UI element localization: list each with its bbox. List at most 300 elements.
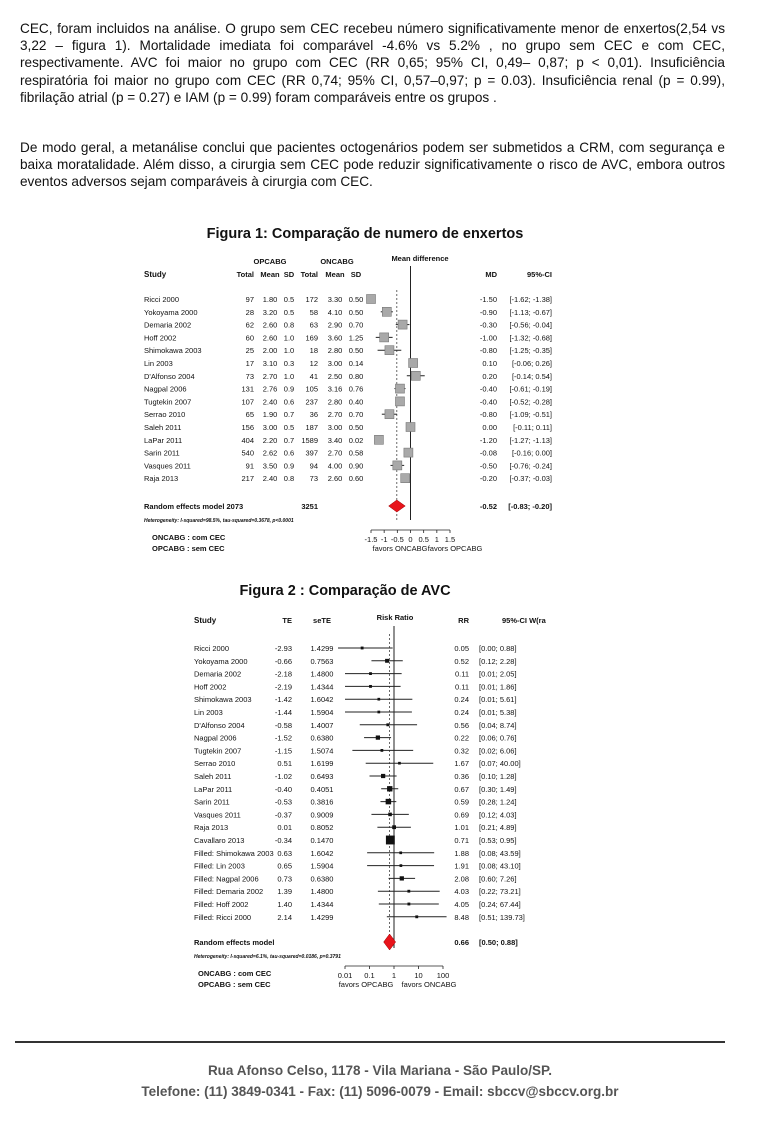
fig1-total-2: 397: [305, 448, 318, 458]
fig2-te-value: -0.58: [274, 720, 292, 730]
fig2-te-value: 0.01: [277, 823, 292, 833]
fig1-total-1: 60: [245, 333, 254, 343]
fig2-sete-value: 0.6380: [310, 874, 334, 884]
fig1-ci-value: [-1.09; -0.51]: [509, 410, 552, 420]
fig1-sd-1: 0.5: [283, 295, 295, 304]
fig2-sete-value: 1.4344: [310, 900, 334, 909]
fig2-study-box: [380, 749, 383, 752]
fig1-summary-md: -0.52: [479, 502, 497, 511]
fig2-rr-value: 4.05: [454, 900, 469, 909]
fig2-study-box: [400, 864, 403, 867]
fig2-study-box: [385, 659, 389, 663]
fig1-header-mean-1: Mean: [260, 270, 280, 279]
fig1-header-mean-2: Mean: [325, 270, 345, 279]
fig1-sd-1: 1.0: [283, 346, 295, 356]
fig2-study-label: Raja 2013: [194, 823, 229, 833]
fig2-x-tick-label: 1: [391, 971, 397, 980]
fig2-study-label: Lin 2003: [194, 708, 223, 717]
fig2-study-label: Hoff 2002: [194, 682, 227, 692]
fig1-md-value: -0.80: [479, 410, 497, 420]
fig1-ci-value: [-0.14; 0.54]: [511, 371, 552, 381]
fig1-total-2: 94: [309, 461, 318, 471]
fig2-summary-ci: [0.50; 0.88]: [479, 938, 518, 947]
fig1-summary-total-2: 3251: [301, 502, 318, 511]
fig2-study-label: Yokoyama 2000: [194, 656, 248, 666]
fig2-study-box: [369, 685, 372, 688]
fig2-study-box: [387, 786, 392, 791]
fig1-mean-2: 2.80: [327, 397, 343, 407]
fig2-ci-value: [0.60; 7.26]: [479, 874, 517, 884]
fig2-axis-left-label: favors OPCABG: [338, 980, 394, 989]
fig1-md-value: -0.40: [479, 384, 497, 394]
fig2-sete-value: 1.6042: [310, 848, 334, 858]
fig1-sd-2: 0.58: [348, 448, 364, 458]
fig2-rr-value: 0.36: [454, 772, 469, 781]
fig1-total-1: 65: [245, 410, 254, 420]
fig1-ci-value: [-0.56; -0.04]: [509, 320, 552, 330]
fig2-study-label: Cavallaro 2013: [194, 836, 245, 845]
fig1-mean-2: 3.30: [327, 295, 343, 304]
fig2-te-value: -0.34: [274, 836, 292, 845]
fig2-rr-value: 0.05: [454, 644, 469, 653]
fig2-te-value: -0.53: [274, 797, 292, 807]
fig2-ci-value: [0.01; 1.86]: [479, 682, 517, 692]
fig1-sd-1: 0.3: [283, 359, 295, 368]
fig1-ci-value: [-1.13; -0.67]: [509, 307, 552, 317]
fig1-study-label: Sarin 2011: [144, 448, 180, 458]
fig1-study-box: [385, 410, 394, 419]
fig1-mean-2: 3.60: [327, 333, 343, 343]
fig2-te-value: -1.42: [274, 695, 292, 705]
fig2-study-box: [407, 903, 410, 906]
fig1-study-label: Ricci 2000: [144, 295, 180, 304]
fig2-study-box: [398, 762, 401, 765]
fig1-header-total-1: Total: [236, 270, 254, 279]
fig2-rr-value: 0.22: [454, 733, 469, 743]
fig2-sete-value: 1.4800: [310, 669, 334, 679]
fig2-study-label: Filled: Hoff 2002: [194, 900, 249, 909]
fig2-sete-value: 0.3816: [310, 797, 334, 807]
fig1-summary-ci: [-0.83; -0.20]: [508, 502, 552, 511]
fig2-rr-value: 1.88: [454, 848, 469, 858]
fig1-group-label-oncabg: ONCABG: [320, 257, 354, 266]
fig2-te-value: -1.15: [274, 746, 292, 756]
fig1-header-total-2: Total: [300, 270, 318, 279]
fig2-study-label: Vasques 2011: [194, 810, 241, 820]
fig2-sete-value: 1.5904: [310, 708, 334, 717]
fig1-ci-value: [-0.76; -0.24]: [509, 461, 552, 471]
fig1-total-1: 73: [245, 371, 254, 381]
fig1-sd-2: 0.50: [348, 307, 364, 317]
fig2-rr-value: 0.11: [454, 682, 469, 692]
fig2-te-value: 0.51: [277, 759, 292, 769]
fig1-x-tick-label: 0.5: [418, 535, 429, 544]
fig1-md-value: 0.10: [482, 359, 497, 368]
fig1-md-value: -1.50: [479, 295, 497, 304]
fig2-study-box: [392, 825, 396, 829]
fig1-x-tick-label: -0.5: [390, 535, 404, 544]
fig2-sete-value: 0.8052: [310, 823, 334, 833]
fig1-total-1: 107: [241, 397, 254, 407]
fig1-study-box: [401, 474, 410, 483]
fig1-x-tick-label: -1.5: [364, 535, 378, 544]
fig2-te-value: -0.37: [274, 810, 292, 820]
fig1-total-1: 62: [245, 320, 254, 330]
fig2-te-value: -1.02: [274, 772, 292, 781]
fig1-sd-1: 0.7: [283, 410, 295, 420]
fig1-total-1: 217: [241, 474, 254, 484]
fig2-study-label: Filled: Shimokawa 2003: [194, 848, 274, 858]
fig2-ci-value: [0.08; 43.10]: [479, 861, 521, 871]
fig1-study-box: [380, 333, 389, 342]
fig1-ci-value: [-1.25; -0.35]: [509, 346, 552, 356]
fig1-md-value: -0.20: [479, 474, 497, 484]
fig2-ci-value: [0.00; 0.88]: [479, 644, 517, 653]
fig1-sd-2: 0.02: [348, 435, 364, 445]
fig2-summary-rr: 0.66: [454, 938, 469, 947]
fig1-mean-1: 3.20: [262, 307, 278, 317]
fig1-total-2: 1589: [301, 435, 318, 445]
fig2-rr-value: 0.69: [454, 810, 469, 820]
fig2-study-label: Filled: Nagpal 2006: [194, 874, 259, 884]
fig1-header-study: Study: [144, 270, 167, 279]
fig2-x-tick-label: 0.1: [364, 971, 375, 980]
fig2-ci-value: [0.22; 73.21]: [479, 887, 521, 897]
fig1-sd-2: 0.70: [348, 320, 364, 330]
fig1-total-2: 237: [305, 397, 318, 407]
fig2-sete-value: 0.9009: [310, 810, 334, 820]
fig2-sete-value: 0.6380: [310, 733, 334, 743]
fig1-axis-left-label: favors ONCABG: [372, 544, 428, 553]
fig1-ci-value: [-0.16; 0.00]: [511, 448, 552, 458]
fig2-rr-value: 0.59: [454, 797, 469, 807]
fig1-total-1: 97: [245, 295, 254, 304]
fig2-study-label: Filled: Lin 2003: [194, 861, 245, 871]
fig2-header-rr: RR: [458, 616, 469, 625]
fig1-mean-2: 2.60: [327, 474, 343, 484]
fig1-study-label: Saleh 2011: [144, 423, 182, 432]
fig1-mean-1: 1.80: [262, 295, 278, 304]
fig1-sd-2: 0.40: [348, 397, 364, 407]
fig2-study-box: [415, 915, 418, 918]
fig1-md-value: -0.08: [479, 448, 497, 458]
fig2-te-value: -1.52: [274, 733, 292, 743]
fig1-study-label: Hoff 2002: [144, 333, 177, 343]
fig1-sd-1: 0.8: [283, 474, 295, 484]
fig2-te-value: -0.40: [274, 784, 292, 794]
fig1-sd-2: 0.90: [348, 461, 364, 471]
fig2-rr-value: 2.08: [454, 874, 469, 884]
fig2-header-effect: Risk Ratio: [376, 613, 414, 622]
fig1-ci-value: [-0.06; 0.26]: [511, 359, 552, 368]
fig1-sd-2: 0.14: [348, 359, 364, 368]
fig1-study-label: Serrao 2010: [144, 410, 186, 420]
fig2-x-tick-label: 0.01: [337, 971, 353, 980]
fig1-mean-1: 1.90: [262, 410, 278, 420]
fig2-ci-value: [0.01; 5.38]: [479, 708, 517, 717]
fig1-sd-1: 0.5: [283, 423, 295, 432]
fig2-study-box: [376, 735, 380, 739]
fig1-sd-1: 0.8: [283, 320, 295, 330]
fig2-study-box: [407, 890, 410, 893]
fig2-x-tick-label: 10: [414, 971, 423, 980]
fig2-study-box: [386, 836, 395, 845]
fig1-total-2: 187: [305, 423, 318, 432]
fig2-sete-value: 0.7563: [310, 656, 334, 666]
fig1-study-box: [382, 307, 391, 316]
body-paragraph-conclusion: De modo geral, a metanálise conclui que pacientes octogenários podem ser submetidos a CRM, com segurança e baixa moratalidade. Além disso, a cirurgia sem CEC pode reduzir significativamente o risco de AVC, embora outros eventos adversos sejam comparáveis à cirurgia com CEC.: [20, 140, 725, 190]
fig2-study-box: [381, 774, 385, 778]
fig1-x-tick-label: 0: [408, 535, 413, 544]
fig1-total-2: 73: [309, 474, 318, 484]
fig2-sete-value: 1.4007: [310, 720, 334, 730]
fig2-ci-value: [0.24; 67.44]: [479, 900, 521, 909]
fig2-study-label: Shimokawa 2003: [194, 695, 252, 705]
fig1-mean-1: 2.00: [262, 346, 278, 356]
fig1-mean-2: 4.10: [327, 307, 343, 317]
fig2-study-label: Nagpal 2006: [194, 733, 237, 743]
fig2-te-value: 2.14: [277, 912, 292, 922]
fig1-ci-value: [-0.11; 0.11]: [513, 423, 552, 432]
fig1-total-1: 404: [241, 435, 254, 445]
fig1-total-2: 41: [309, 371, 318, 381]
fig1-mean-1: 2.76: [262, 384, 278, 394]
fig1-total-1: 156: [241, 423, 254, 432]
fig1-mean-2: 2.70: [327, 448, 343, 458]
fig1-md-value: -0.50: [479, 461, 497, 471]
fig2-te-value: -2.93: [274, 644, 292, 653]
fig1-md-value: 0.20: [482, 371, 497, 381]
fig1-sd-2: 0.50: [348, 295, 364, 304]
figure1-title: Figura 1: Comparação de numero de enxertos: [206, 226, 524, 242]
fig1-total-1: 131: [241, 384, 254, 394]
fig2-study-box: [377, 711, 380, 714]
fig1-study-label: LaPar 2011: [144, 435, 183, 445]
fig1-total-2: 105: [305, 384, 318, 394]
fig2-rr-value: 0.67: [454, 784, 469, 794]
fig2-rr-value: 0.32: [454, 746, 469, 756]
fig2-ci-value: [0.21; 4.89]: [479, 823, 517, 833]
fig2-header-te: TE: [282, 616, 292, 625]
fig2-te-value: 1.39: [277, 887, 292, 897]
fig2-study-label: Filled: Ricci 2000: [194, 912, 252, 922]
fig2-ci-value: [0.53; 0.95]: [479, 836, 517, 845]
fig2-rr-value: 0.52: [454, 656, 469, 666]
fig2-ci-value: [0.10; 1.28]: [479, 772, 517, 781]
fig2-te-value: 1.40: [277, 900, 292, 909]
fig1-study-label: Nagpal 2006: [144, 384, 187, 394]
fig1-legend-oncabg: ONCABG : com CEC: [152, 533, 226, 542]
fig1-mean-1: 2.60: [262, 333, 278, 343]
fig1-sd-1: 0.6: [283, 448, 295, 458]
fig1-study-label: Vasques 2011: [144, 461, 191, 471]
fig1-md-value: -1.20: [479, 435, 497, 445]
fig1-x-tick-label: -1: [380, 535, 388, 544]
fig1-mean-1: 2.40: [262, 474, 278, 484]
fig1-total-2: 18: [309, 346, 318, 356]
fig1-mean-2: 3.16: [327, 384, 343, 394]
fig2-heterogeneity: Heterogeneity: I-squared=6.1%, tau-squared=0.0186, p=0.3791: [194, 954, 341, 960]
fig1-study-label: D'Alfonso 2004: [144, 371, 195, 381]
fig1-header-sd-2: SD: [350, 270, 362, 279]
fig1-ci-value: [-0.37; -0.03]: [509, 474, 552, 484]
fig2-summary-label: Random effects model: [194, 938, 275, 947]
fig2-te-value: 0.65: [277, 861, 292, 871]
fig1-study-box: [404, 448, 413, 457]
fig1-summary-diamond: [389, 500, 406, 512]
fig1-legend-opcabg: OPCABG : sem CEC: [152, 544, 225, 553]
figure2-title: Figura 2 : Comparação de AVC: [239, 583, 451, 599]
fig1-sd-2: 0.70: [348, 410, 364, 420]
fig1-sd-2: 1.25: [348, 333, 364, 343]
fig1-mean-1: 3.50: [262, 461, 278, 471]
fig1-mean-1: 2.20: [262, 435, 278, 445]
fig1-total-1: 28: [245, 307, 254, 317]
fig1-sd-2: 0.50: [348, 346, 364, 356]
fig2-ci-value: [0.12; 4.03]: [479, 810, 517, 820]
fig1-mean-1: 2.62: [262, 448, 278, 458]
fig2-ci-value: [0.06; 0.76]: [479, 733, 517, 743]
fig1-total-2: 169: [305, 333, 318, 343]
fig2-study-box: [361, 647, 364, 650]
fig1-study-box: [385, 346, 394, 355]
fig1-ci-value: [-0.61; -0.19]: [509, 384, 552, 394]
fig2-te-value: -2.19: [274, 682, 292, 692]
body-paragraph-results: CEC, foram incluidos na análise. O grupo sem CEC recebeu número significativamente menor de enxertos(2,54 vs 3,22 – figura 1). Mortalidade imediata foi comparável -4.6% vs 5.2% , no grupo sem CEC e com CEC, respectivamente. AVC foi maior no grupo com CEC (RR 0,65; 95% CI, 0,49– 0,87; p < 0,01). Insuficiência respiratória foi maior no grupo com CEC (RR 0,74; 95% CI, 0,57–0,97; p = 0.03). Insuficiência renal (p = 0.99), fibrilação atrial (p = 0.27) e IAM (p = 0.99) foram comparáveis entre os grupos .: [20, 21, 725, 105]
footer-address: Rua Afonso Celso, 1178 - Vila Mariana - São Paulo/SP.: [207, 1063, 553, 1078]
fig1-md-value: 0.00: [482, 423, 497, 432]
fig1-study-box: [406, 423, 415, 432]
fig1-sd-1: 0.6: [283, 397, 295, 407]
fig1-md-value: -1.00: [479, 333, 497, 343]
fig1-sd-1: 0.9: [283, 461, 295, 471]
fig1-mean-2: 4.00: [327, 461, 343, 471]
fig1-sd-1: 1.0: [283, 333, 295, 343]
fig2-rr-value: 1.91: [454, 861, 469, 871]
fig2-sete-value: 1.4800: [310, 887, 334, 897]
fig2-ci-value: [0.07; 40.00]: [479, 759, 521, 769]
fig1-header-sd-1: SD: [283, 270, 295, 279]
fig2-header-ci: 95%-CI W(ra: [502, 616, 546, 625]
fig2-rr-value: 1.01: [454, 823, 469, 833]
fig2-sete-value: 0.6493: [310, 772, 334, 781]
fig2-study-label: Filled: Demaria 2002: [194, 887, 264, 897]
fig2-ci-value: [0.30; 1.49]: [479, 784, 517, 794]
fig1-sd-2: 0.76: [348, 384, 364, 394]
fig1-md-value: -0.90: [479, 307, 497, 317]
fig1-header-effect: Mean difference: [391, 254, 449, 263]
fig1-sd-2: 0.50: [348, 423, 364, 432]
fig1-total-1: 17: [245, 359, 254, 368]
fig2-ci-value: [0.28; 1.24]: [479, 797, 517, 807]
fig1-study-label: Shimokawa 2003: [144, 346, 202, 356]
fig1-mean-2: 2.50: [327, 371, 343, 381]
fig2-rr-value: 0.24: [454, 695, 469, 705]
fig2-study-label: Sarin 2011: [194, 797, 230, 807]
fig2-rr-value: 1.67: [454, 759, 469, 769]
fig2-ci-value: [0.51; 139.73]: [479, 912, 525, 922]
fig1-sd-2: 0.80: [348, 371, 364, 381]
fig1-total-2: 63: [309, 320, 318, 330]
fig1-study-label: Demaria 2002: [144, 320, 192, 330]
fig1-md-value: -0.40: [479, 397, 497, 407]
footer-contact: Telefone: (11) 3849-0341 - Fax: (11) 5096-0079 - Email: sbccv@sbccv.org.br: [141, 1084, 619, 1099]
fig1-mean-1: 2.70: [262, 371, 278, 381]
fig2-ci-value: [0.01; 2.05]: [479, 669, 517, 679]
fig2-rr-value: 0.71: [454, 836, 469, 845]
fig1-total-2: 36: [309, 410, 318, 420]
fig2-study-label: Ricci 2000: [194, 644, 230, 653]
fig2-study-label: Demaria 2002: [194, 669, 242, 679]
fig2-rr-value: 4.03: [454, 887, 469, 897]
fig2-te-value: -1.44: [274, 708, 292, 717]
fig2-study-label: Saleh 2011: [194, 772, 232, 781]
fig2-rr-value: 0.11: [454, 669, 469, 679]
fig2-study-box: [388, 813, 392, 817]
fig1-ci-value: [-0.52; -0.28]: [509, 397, 552, 407]
fig2-ci-value: [0.01; 5.61]: [479, 695, 517, 705]
fig2-sete-value: 1.4344: [310, 682, 334, 692]
fig1-study-box: [409, 359, 418, 368]
fig1-ci-value: [-1.32; -0.68]: [509, 333, 552, 343]
figure2-forest-plot: [0, 606, 760, 996]
fig1-mean-2: 2.80: [327, 346, 343, 356]
fig1-total-2: 58: [309, 307, 318, 317]
fig1-sd-1: 0.5: [283, 307, 295, 317]
fig1-study-label: Yokoyama 2000: [144, 307, 198, 317]
fig2-sete-value: 1.4299: [310, 912, 334, 922]
fig1-study-box: [395, 397, 404, 406]
fig2-te-value: -0.66: [274, 656, 292, 666]
fig2-te-value: 0.63: [277, 848, 292, 858]
fig2-study-label: LaPar 2011: [194, 784, 233, 794]
fig1-study-box: [395, 384, 404, 393]
fig1-study-label: Lin 2003: [144, 359, 173, 368]
fig2-study-label: D'Alfonso 2004: [194, 720, 245, 730]
fig2-sete-value: 0.1470: [310, 836, 334, 845]
fig2-sete-value: 0.4051: [310, 784, 334, 794]
fig1-mean-2: 2.70: [327, 410, 343, 420]
fig1-sd-1: 1.0: [283, 371, 295, 381]
fig2-rr-value: 0.56: [454, 720, 469, 730]
fig2-study-box: [400, 876, 404, 880]
fig1-total-2: 172: [305, 295, 318, 304]
fig2-ci-value: [0.02; 6.06]: [479, 746, 517, 756]
fig2-header-sete: seTE: [313, 616, 331, 625]
fig1-total-1: 91: [245, 461, 254, 471]
fig2-study-box: [386, 723, 389, 726]
fig2-study-label: Tugtekin 2007: [194, 746, 242, 756]
fig1-ci-value: [-1.62; -1.38]: [509, 295, 552, 304]
fig1-mean-1: 3.10: [262, 359, 278, 368]
fig1-sd-2: 0.60: [348, 474, 364, 484]
fig1-header-md: MD: [485, 270, 497, 279]
fig1-total-2: 12: [309, 359, 318, 368]
fig1-study-box: [411, 371, 420, 380]
fig2-rr-value: 0.24: [454, 708, 469, 717]
fig2-header-study: Study: [194, 616, 217, 625]
fig1-study-box: [393, 461, 402, 470]
fig2-legend-oncabg: ONCABG : com CEC: [198, 969, 272, 978]
fig2-sete-value: 1.4299: [310, 644, 334, 653]
fig1-x-tick-label: 1: [434, 535, 439, 544]
fig1-header-ci: 95%-CI: [526, 270, 552, 279]
fig1-study-label: Tugtekin 2007: [144, 397, 192, 407]
fig2-study-box: [369, 672, 372, 675]
footer-divider: [15, 1041, 725, 1043]
fig2-ci-value: [0.12; 2.28]: [479, 656, 517, 666]
fig1-mean-2: 3.00: [327, 423, 343, 432]
